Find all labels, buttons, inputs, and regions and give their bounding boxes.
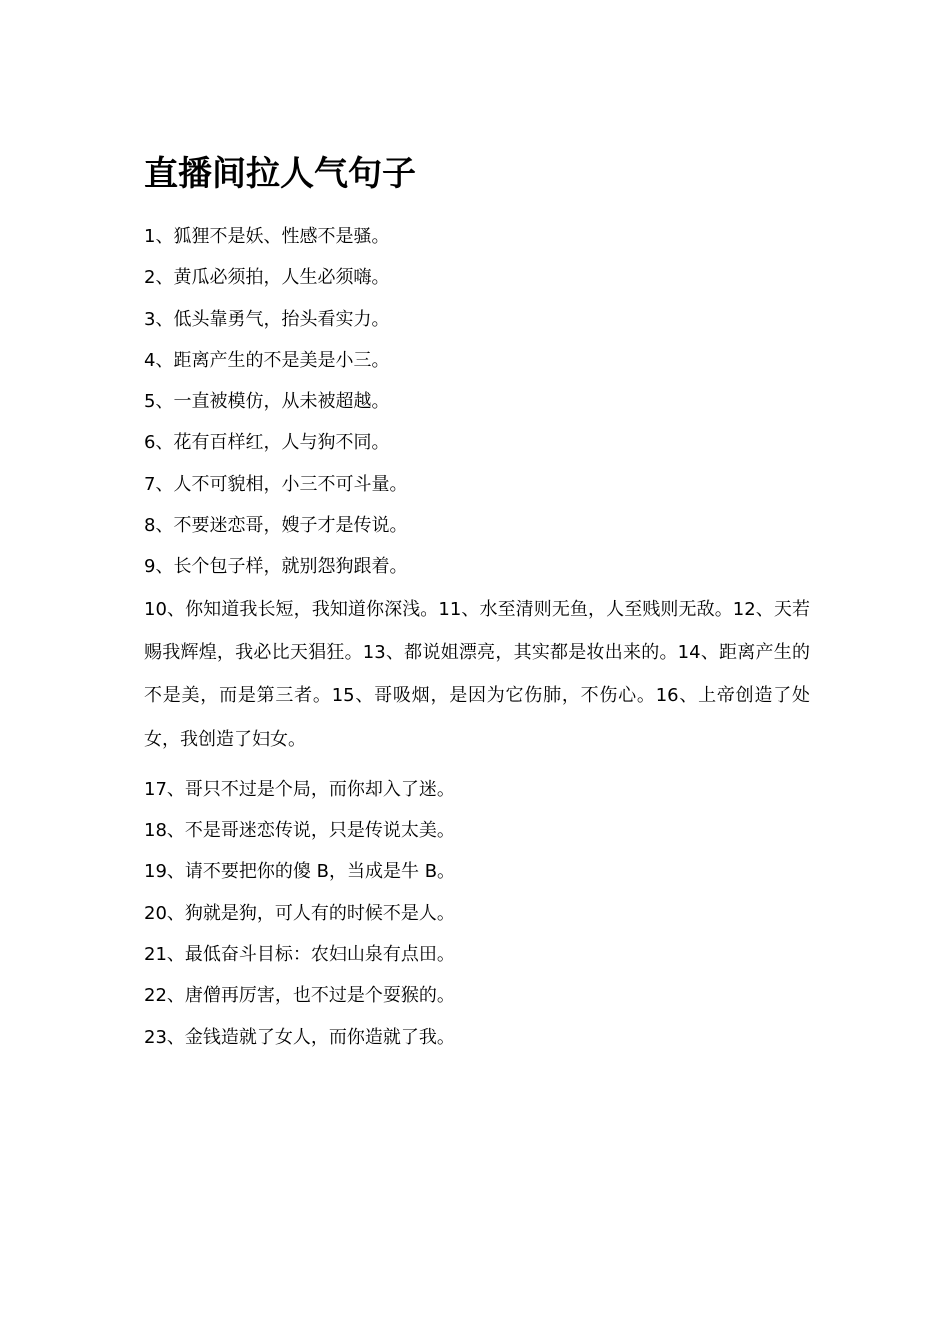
list-item: 1、狐狸不是妖、性感不是骚。 <box>144 226 390 247</box>
list-item: 20、狗就是狗，可人有的时候不是人。 <box>144 902 455 924</box>
list-item: 23、金钱造就了女人，而你造就了我。 <box>144 1026 455 1048</box>
list-item: 5、一直被模仿，从未被超越。 <box>144 391 390 413</box>
document-content <box>144 148 814 1058</box>
list-item: 22、唐僧再厉害，也不过是个耍猴的。 <box>144 985 455 1007</box>
list-after <box>144 769 814 1058</box>
list-item: 18、不是哥迷恋传说，只是传说太美。 <box>144 820 455 842</box>
list-item: 3、低头靠勇气，抬头看实力。 <box>144 308 390 330</box>
list-item: 8、不要迷恋哥，嫂子才是传说。 <box>144 515 408 537</box>
list-item: 4、距离产生的不是美是小三。 <box>144 349 390 371</box>
list-item: 17、哥只不过是个局，而你却入了迷。 <box>144 778 455 800</box>
list-item: 9、长个包子样，就别怨狗跟着。 <box>144 556 408 578</box>
list-item: 2、黄瓜必须拍，人生必须嗨。 <box>144 267 390 289</box>
run-on-paragraph: 10、你知道我长短，我知道你深浅。11、水至清则无鱼，人至贱则无敌。12、天若赐我辉煌，我必比天猖狂。13、都说姐漂亮，其实都是妆出来的。14、距离产生的不是美，而是第三者。15、哥吸烟，是因为它伤肺，不伤心。16、上帝创造了处女，我创造了妇女。 <box>144 598 810 750</box>
list-item: 7、人不可貌相，小三不可斗量。 <box>144 473 408 495</box>
list-item: 21、最低奋斗目标：农妇山泉有点田。 <box>144 944 455 966</box>
list-before <box>144 216 814 588</box>
list-item: 19、请不要把你的傻 B，当成是牛 B。 <box>144 861 456 883</box>
list-item: 6、花有百样红，人与狗不同。 <box>144 432 390 454</box>
document-title: 直播间拉人气句子 <box>144 154 416 194</box>
